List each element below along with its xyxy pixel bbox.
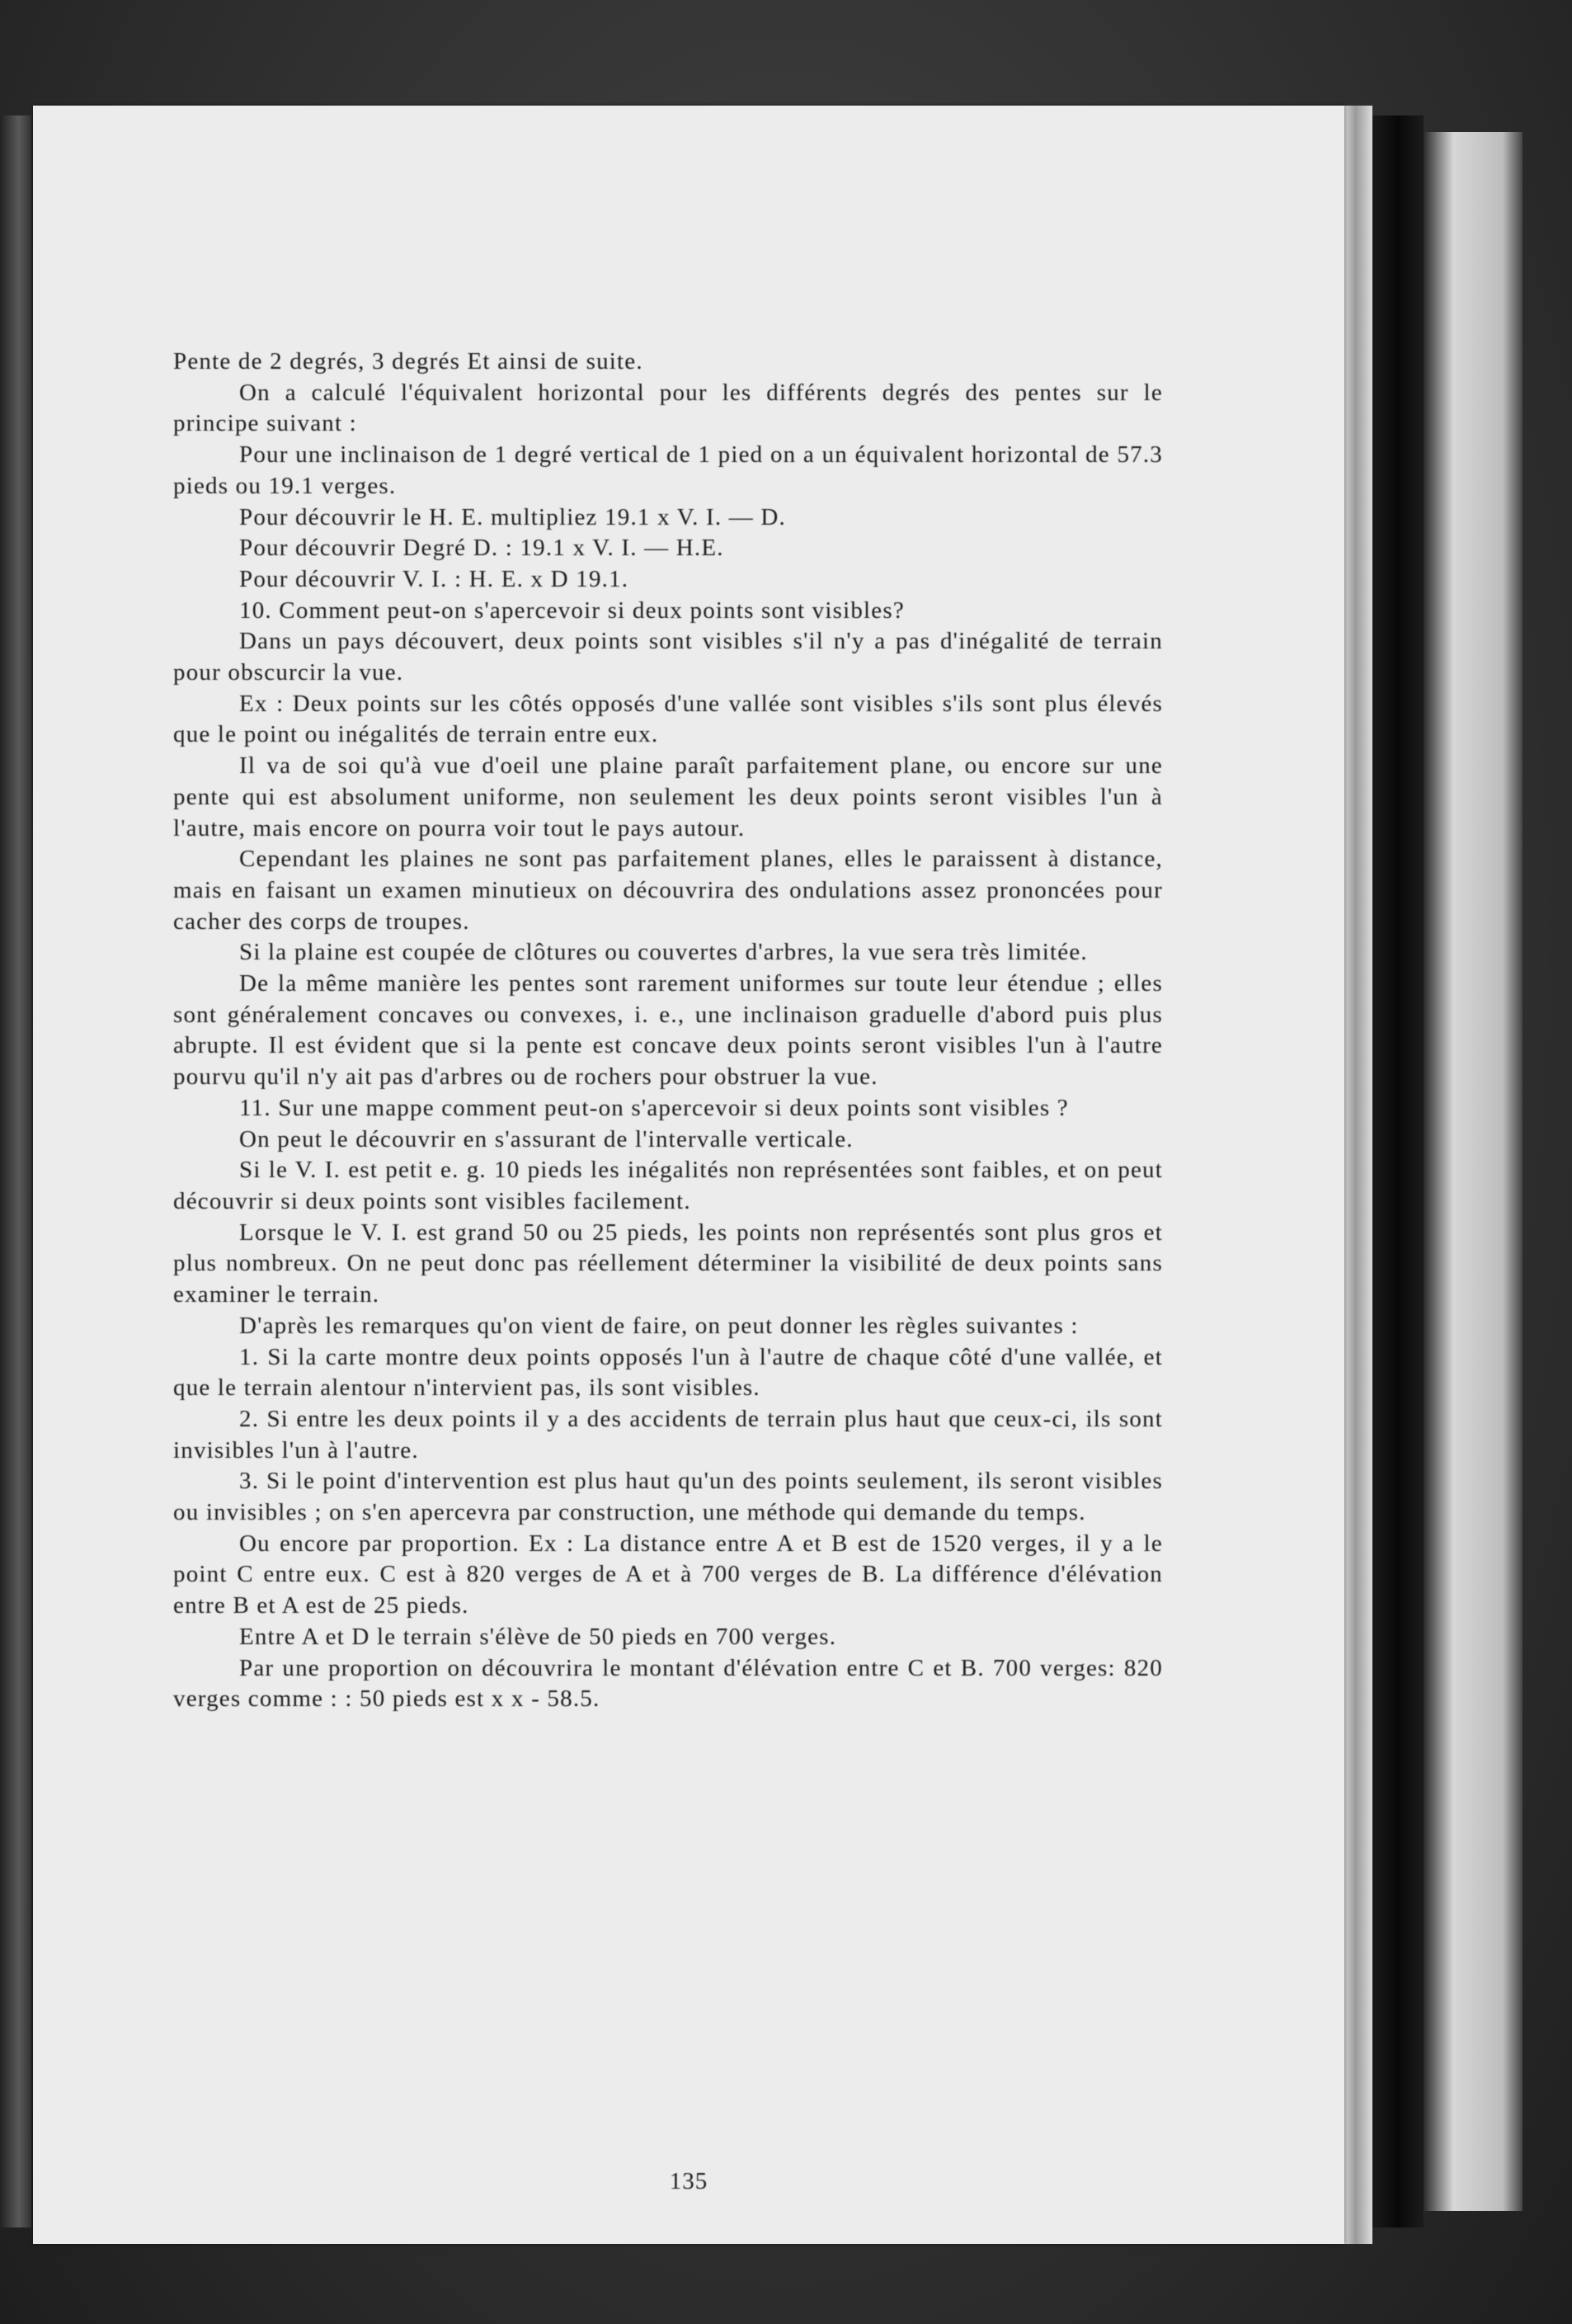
page-edge — [1344, 106, 1372, 2244]
paragraph: 10. Comment peut-on s'apercevoir si deux points sont visibles? — [239, 596, 905, 624]
page-number: 135 — [669, 2168, 708, 2194]
paragraph: Cependant les plaines ne sont pas parfaitement planes, elles le paraissent à distance, mais en faisant un examen minutieux on découvrira des ondulations assez prononcées pour cacher des corps de troupes. — [173, 846, 1163, 935]
paragraph: Pour une inclinaison de 1 degré vertical de 1 pied on a un équivalent horizontal de 57.3 pieds ou 19.1 verges. — [173, 441, 1163, 499]
paragraph: 3. Si le point d'intervention est plus haut qu'un des points seulement, ils seront visibles ou invisibles ; on s'en apercevra par construction, une méthode qui demande du temps. — [173, 1468, 1163, 1526]
paragraph: Ex : Deux points sur les côtés opposés d'une vallée sont visibles s'ils sont plus élevés que le point ou inégalités de terrain entre eux. — [173, 690, 1163, 748]
paragraph: 11. Sur une mappe comment peut-on s'apercevoir si deux points sont visibles ? — [239, 1094, 1069, 1121]
paragraph: D'après les remarques qu'on vient de faire, on peut donner les règles suivantes : — [239, 1312, 1079, 1339]
paragraph: Il va de soi qu'à vue d'oeil une plaine paraît parfaitement plane, ou encore sur une pente qui est absolument uniforme, non seulement les deux points seront visibles l'un à l'autre, mais encore on pourra voir tout le pays autour. — [173, 752, 1163, 841]
body-text — [173, 346, 1163, 1715]
book-spine — [1372, 115, 1424, 2227]
paragraph: Lorsque le V. I. est grand 50 ou 25 pieds, les points non représentés sont plus gros et plus nombreux. On ne peut donc pas réellement déterminer la visibilité de deux points sans examiner le terrain. — [173, 1219, 1163, 1308]
paragraph: Pour découvrir le H. E. multipliez 19.1 x V. I. — D. — [239, 503, 787, 530]
paragraph: Ou encore par proportion. Ex : La distance entre A et B est de 1520 verges, il y a le point C entre eux. C est à 820 verges de A et à 700 verges de B. La différence d'élévation entre B et A est de 25 pieds. — [173, 1530, 1163, 1619]
paragraph: Entre A et D le terrain s'élève de 50 pieds en 700 verges. — [239, 1623, 837, 1650]
paragraph: Si la plaine est coupée de clôtures ou couvertes d'arbres, la vue sera très limitée. — [239, 939, 1088, 966]
paragraph: Pente de 2 degrés, 3 degrés Et ainsi de suite. — [173, 348, 643, 375]
paragraph: 2. Si entre les deux points il y a des accidents de terrain plus haut que ceux-ci, ils sont invisibles l'un à l'autre. — [173, 1405, 1163, 1464]
paragraph: Pour découvrir V. I. : H. E. x D 19.1. — [239, 565, 629, 592]
paragraph: On peut le découvrir en s'assurant de l'intervalle verticale. — [239, 1125, 854, 1153]
paragraph: Si le V. I. est petit e. g. 10 pieds les inégalités non représentées sont faibles, et on peut découvrir si deux points sont visibles facilement. — [173, 1157, 1163, 1214]
paragraph: 1. Si la carte montre deux points opposés l'un à l'autre de chaque côté d'une vallée, et que le terrain alentour n'intervient pas, ils sont visibles. — [173, 1343, 1163, 1402]
paragraph: Dans un pays découvert, deux points sont visibles s'il n'y a pas d'inégalité de terrain pour obscurcir la vue. — [173, 628, 1163, 686]
paragraph: Pour découvrir Degré D. : 19.1 x V. I. — H.E. — [239, 535, 724, 562]
paragraph: On a calculé l'équivalent horizontal pour les différents degrés des pentes sur le principe suivant : — [173, 379, 1163, 437]
book-cover-edge — [1424, 132, 1523, 2211]
paragraph: De la même manière les pentes sont rarement uniformes sur toute leur étendue ; elles sont généralement concaves ou convexes, i. e., une inclinaison graduelle d'abord puis plus abrupte. Il est évident que si la pente est concave deux points seront visibles l'un à l'autre pourvu qu'il n'y ait pas d'arbres ou de rochers pour obstruer la vue. — [173, 970, 1163, 1091]
paragraph: Par une proportion on découvrira le montant d'élévation entre C et B. 700 verges: 820 verges comme : : 50 pieds est x x - 58.5. — [173, 1654, 1163, 1713]
previous-page-edge — [0, 115, 31, 2227]
